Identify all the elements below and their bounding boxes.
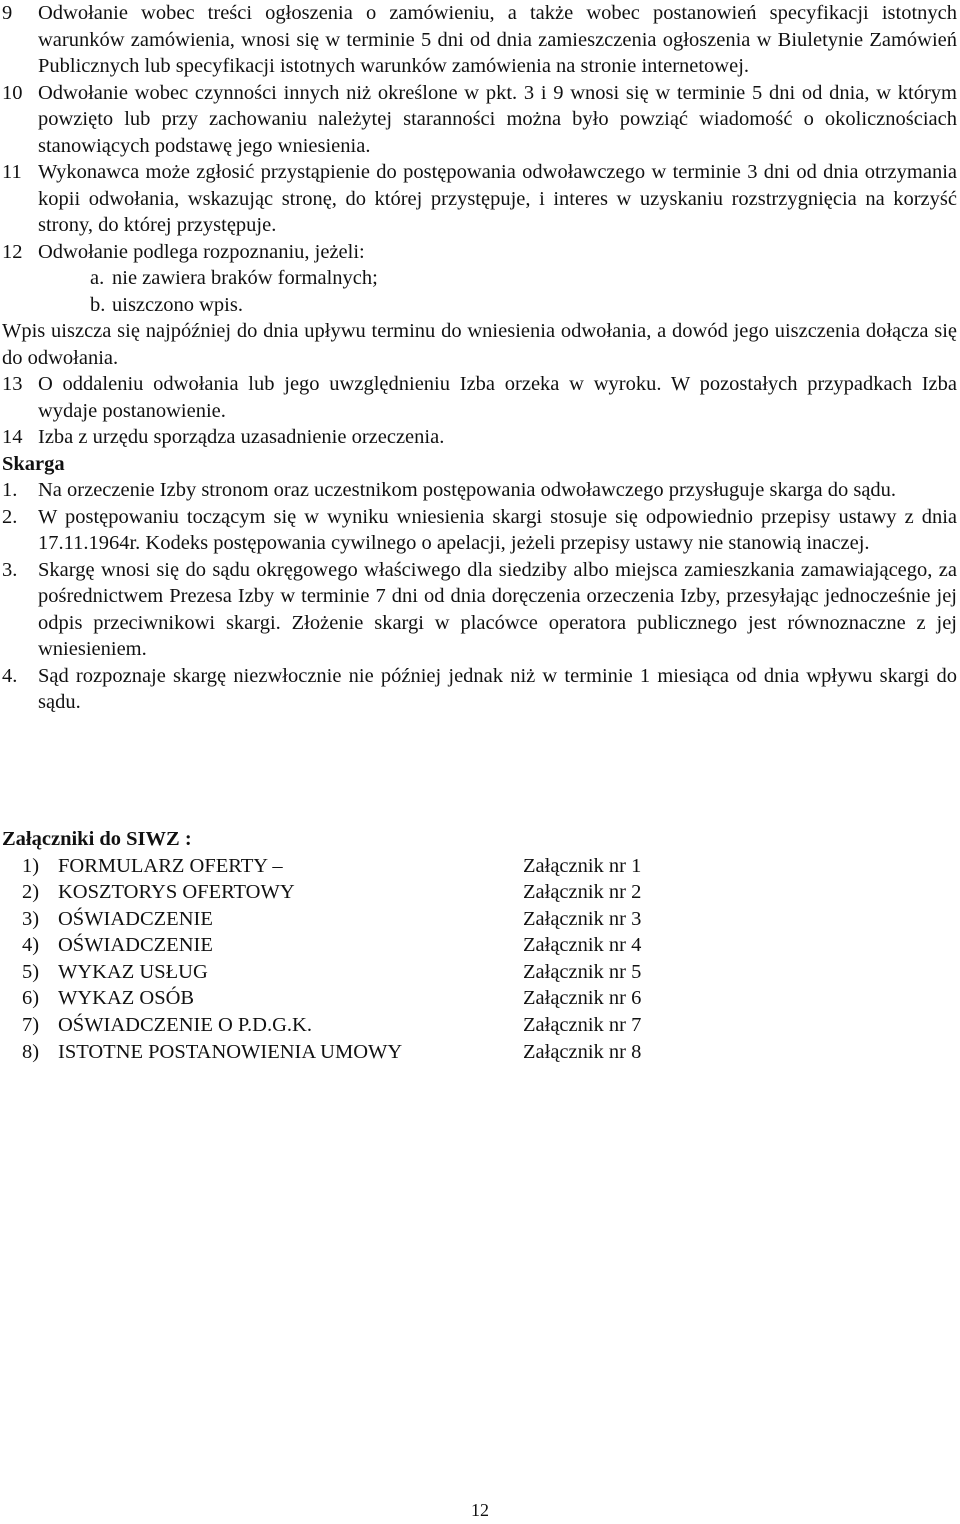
- item-text: Odwołanie wobec treści ogłoszenia o zamówieniu, a także wobec postanowień specyfikacji istotnych warunków zamówienia, wnosi się w terminie 5 dni od dnia zamieszczenia ogłoszenia w Biuletynie Zamówień Publicznych lub specyfikacji istotnych warunków zamówienia na stronie internetowej.: [38, 2, 957, 77]
- attachment-name: OŚWIADCZENIE: [58, 907, 213, 930]
- attachment-name: WYKAZ OSÓB: [58, 987, 195, 1010]
- attachment-number: 7): [22, 1014, 40, 1037]
- item-number: 13: [2, 373, 23, 395]
- item-number: 3.: [2, 558, 18, 581]
- attachment-row: [2, 1012, 702, 1039]
- attachment-ref: Załącznik nr 6: [523, 987, 642, 1010]
- item-text: Wykonawca może zgłosić przystąpienie do postępowania odwoławczego w terminie 3 dni od dnia otrzymania kopii odwołania, wskazując stronę, do której przystępuje, i interes w uzyskaniu rozstrzygnięcia na korzyść strony, do której przystępuje.: [38, 161, 957, 236]
- sub-list-item: [2, 292, 957, 319]
- list-item: [2, 159, 957, 239]
- attachment-number: 8): [22, 1040, 40, 1063]
- attachment-row: [2, 959, 702, 986]
- sub-item-text: uiszczono wpis.: [112, 293, 243, 316]
- attachment-name: OŚWIADCZENIE O P.D.G.K.: [58, 1014, 312, 1037]
- appeal-section: [2, 0, 957, 716]
- attachment-name: KOSZTORYS OFERTOWY: [58, 881, 295, 904]
- attachment-name: ISTOTNE POSTANOWIENIA UMOWY: [58, 1040, 403, 1063]
- item-number: 9: [2, 2, 13, 24]
- attachment-number: 4): [22, 934, 40, 957]
- item-number: 1.: [2, 479, 18, 501]
- skarga-heading: Skarga: [2, 452, 65, 475]
- page-number: 12: [471, 1500, 489, 1520]
- item-text: Na orzeczenie Izby stronom oraz uczestnikom postępowania odwoławczego przysługuje skarga do sądu.: [38, 479, 897, 501]
- fee-paragraph: Wpis uiszcza się najpóźniej do dnia upływu terminu do wniesienia odwołania, a dowód jego uiszczenia dołącza się do odwołania.: [2, 320, 957, 369]
- attachment-name: FORMULARZ OFERTY –: [58, 854, 283, 877]
- attachment-number: 3): [22, 907, 40, 930]
- sub-item-letter: a.: [90, 267, 105, 289]
- sub-item-letter: b.: [90, 293, 106, 316]
- attachments-heading: Załączniki do SIWZ :: [2, 828, 192, 850]
- sub-item-text: nie zawiera braków formalnych;: [112, 267, 378, 289]
- item-number: 11: [2, 161, 22, 183]
- item-number: 4.: [2, 664, 18, 687]
- attachment-name: WYKAZ USŁUG: [58, 960, 208, 983]
- item-text: Izba z urzędu sporządza uzasadnienie orzeczenia.: [38, 426, 445, 448]
- list-item: [2, 477, 957, 504]
- attachment-ref: Załącznik nr 5: [523, 960, 642, 983]
- item-number: 2.: [2, 505, 18, 528]
- attachment-row: [2, 932, 702, 959]
- attachment-row: [2, 879, 702, 906]
- sub-list-item: [2, 265, 957, 292]
- item-text: Odwołanie wobec czynności innych niż określone w pkt. 3 i 9 wnosi się w terminie 5 dni od dnia, w którym powzięto lub przy zachowaniu należytej staranności można było powziąć wiadomość o okolicznościach stanowiących podstawę jego wniesienia.: [38, 81, 957, 157]
- item-number: 12: [2, 240, 23, 263]
- item-text: Skargę wnosi się do sądu okręgowego właściwego dla siedziby albo miejsca zamieszkania zamawiającego, za pośrednictwem Prezesa Izby w terminie 7 dni od dnia doręczenia orzeczenia Izby, przesyłając jednocześnie jej odpis przeciwnikowi skargi. Złożenie skargi w placówce operatora publicznego jest równoznaczne z jej wniesieniem.: [38, 558, 957, 660]
- list-item: [2, 663, 957, 716]
- attachment-ref: Załącznik nr 8: [523, 1040, 642, 1063]
- list-item: [2, 504, 957, 557]
- attachment-ref: Załącznik nr 3: [523, 907, 642, 930]
- attachment-row: [2, 853, 702, 880]
- attachment-number: 5): [22, 960, 40, 983]
- attachment-ref: Załącznik nr 7: [523, 1014, 642, 1037]
- attachment-ref: Załącznik nr 2: [523, 881, 642, 904]
- attachment-row: [2, 906, 702, 933]
- attachment-number: 2): [22, 881, 40, 904]
- list-item: [2, 239, 957, 266]
- attachment-ref: Załącznik nr 4: [523, 934, 642, 957]
- attachment-name: OŚWIADCZENIE: [58, 934, 213, 957]
- list-item: [2, 371, 957, 424]
- list-item: [2, 0, 957, 80]
- item-text: W postępowaniu toczącym się w wyniku wniesienia skargi stosuje się odpowiednio przepisy ustawy z dnia 17.11.1964r. Kodeks postępowania cywilnego o apelacji, jeżeli przepisy ustawy nie stanowią inaczej.: [38, 505, 957, 554]
- attachment-row: [2, 1039, 702, 1066]
- attachment-row: [2, 985, 702, 1012]
- item-number: 10: [2, 81, 23, 104]
- attachment-number: 6): [22, 987, 40, 1010]
- item-text: Odwołanie podlega rozpoznaniu, jeżeli:: [38, 240, 365, 263]
- item-number: 14: [2, 426, 23, 448]
- list-item: [2, 424, 957, 451]
- item-text: O oddaleniu odwołania lub jego uwzględnieniu Izba orzeka w wyroku. W pozostałych przypadkach Izba wydaje postanowienie.: [38, 373, 957, 422]
- item-text: Sąd rozpoznaje skargę niezwłocznie nie później jednak niż w terminie 1 miesiąca od dnia wpływu skargi do sądu.: [38, 664, 957, 713]
- list-item: [2, 557, 957, 663]
- list-item: [2, 80, 957, 160]
- attachment-ref: Załącznik nr 1: [523, 854, 642, 877]
- attachments-section: [2, 826, 702, 1065]
- attachment-number: 1): [22, 854, 40, 877]
